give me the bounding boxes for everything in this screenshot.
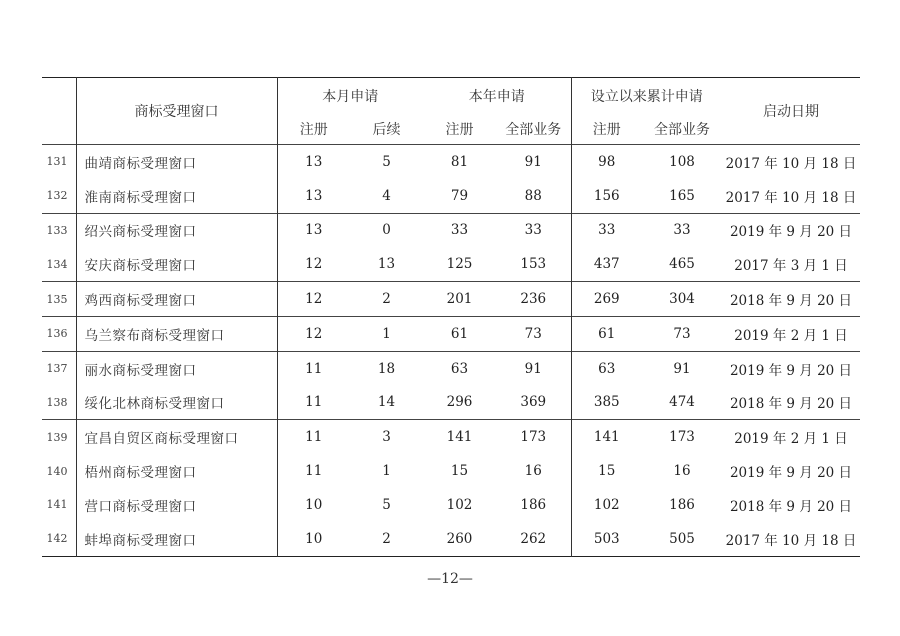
month-register-count: 12	[277, 316, 350, 351]
cum-all-count: 186	[669, 496, 695, 513]
window-name: 绥化北林商标受理窗口	[76, 386, 277, 420]
header-cum-register: 注册	[571, 114, 642, 145]
header-year-group: 本年申请	[468, 89, 525, 105]
window-name: 营口商标受理窗口	[76, 488, 277, 522]
cum-all-count: 73	[642, 316, 722, 351]
start-date: 2019 年 9 月 20 日	[729, 465, 853, 482]
header-year-all: 全部业务	[505, 122, 562, 138]
row-number: 135	[42, 282, 76, 317]
year-all-count: 236	[496, 282, 571, 317]
cum-all-count: 108	[642, 145, 722, 179]
header-month-group: 本月申请	[277, 78, 423, 115]
year-all-count: 91	[496, 351, 571, 385]
cum-register-count: 385	[571, 386, 642, 420]
cum-register-count: 102	[571, 488, 642, 522]
window-name: 鸡西商标受理窗口	[76, 282, 277, 317]
table-row	[42, 488, 860, 522]
month-register-count: 12	[277, 282, 350, 317]
table-row	[42, 522, 860, 556]
window-name: 绍兴商标受理窗口	[76, 213, 277, 247]
window-name: 安庆商标受理窗口	[76, 247, 277, 281]
cum-register-count: 141	[571, 420, 642, 454]
year-register-count: 61	[423, 316, 496, 351]
year-register-count: 296	[446, 394, 473, 411]
year-all-count: 262	[520, 530, 547, 547]
year-all-count: 173	[496, 420, 571, 454]
year-register-count: 33	[423, 213, 496, 247]
month-later-count: 13	[377, 256, 396, 273]
month-register-count: 13	[277, 179, 350, 213]
month-register-count: 10	[277, 522, 350, 556]
table-row	[42, 282, 860, 317]
cum-all-count: 165	[669, 187, 695, 204]
window-name: 乌兰察布商标受理窗口	[76, 316, 277, 351]
header-year-register: 注册	[445, 122, 474, 138]
table-row	[42, 386, 860, 420]
year-register-count: 15	[450, 463, 469, 480]
year-all-count: 369	[520, 394, 547, 411]
year-register-count: 63	[423, 351, 496, 385]
window-name: 淮南商标受理窗口	[76, 179, 277, 213]
year-register-count: 201	[423, 282, 496, 317]
start-date: 2018 年 9 月 20 日	[722, 282, 860, 317]
year-all-count: 73	[496, 316, 571, 351]
month-later-count: 2	[350, 282, 423, 317]
year-all-count: 186	[520, 496, 547, 513]
year-all-count: 153	[520, 256, 547, 273]
row-number: 132	[46, 189, 68, 203]
year-register-count: 79	[450, 187, 469, 204]
year-register-count: 81	[423, 145, 496, 179]
start-date: 2017 年 10 月 18 日	[722, 145, 860, 179]
cum-register-count: 503	[571, 522, 642, 556]
row-number: 140	[46, 464, 68, 478]
window-name: 丽水商标受理窗口	[76, 351, 277, 385]
cum-all-count: 16	[673, 463, 691, 480]
header-index-blank	[42, 78, 76, 145]
cum-register-count: 98	[571, 145, 642, 179]
cum-register-count: 15	[571, 454, 642, 488]
month-register-count: 11	[277, 454, 350, 488]
table-row	[42, 145, 860, 179]
month-later-count: 18	[350, 351, 423, 385]
month-later-count: 5	[382, 496, 391, 513]
cum-all-count: 173	[642, 420, 722, 454]
month-later-count: 3	[350, 420, 423, 454]
window-name: 梧州商标受理窗口	[76, 454, 277, 488]
cum-all-count: 474	[669, 394, 695, 411]
header-month-register: 注册	[277, 114, 350, 145]
row-number: 133	[42, 213, 76, 247]
year-all-count: 91	[496, 145, 571, 179]
month-later-count: 5	[350, 145, 423, 179]
start-date: 2019 年 9 月 20 日	[722, 351, 860, 385]
cum-all-count: 91	[642, 351, 722, 385]
table-row	[42, 420, 860, 454]
month-later-count: 1	[350, 316, 423, 351]
year-register-count: 102	[446, 496, 473, 513]
table-row	[42, 179, 860, 213]
row-number: 139	[42, 420, 76, 454]
header-row-1	[42, 78, 860, 115]
start-date: 2017 年 3 月 1 日	[734, 258, 848, 275]
row-number: 141	[46, 498, 68, 512]
year-register-count: 141	[423, 420, 496, 454]
month-later-count: 2	[382, 530, 391, 547]
row-number: 134	[46, 257, 68, 271]
row-number: 136	[42, 316, 76, 351]
window-name: 曲靖商标受理窗口	[76, 145, 277, 179]
start-date: 2018 年 9 月 20 日	[729, 396, 853, 413]
trademark-window-table	[42, 77, 860, 557]
year-all-count: 16	[524, 463, 542, 480]
month-register-count: 13	[277, 213, 350, 247]
start-date: 2019 年 2 月 1 日	[722, 316, 860, 351]
start-date: 2019 年 9 月 20 日	[722, 213, 860, 247]
header-window: 商标受理窗口	[76, 78, 277, 145]
cum-all-count: 465	[669, 256, 695, 273]
cum-register-count: 269	[571, 282, 642, 317]
year-all-count: 33	[496, 213, 571, 247]
cum-register-count: 33	[571, 213, 642, 247]
start-date: 2019 年 2 月 1 日	[722, 420, 860, 454]
page-number: —12—	[427, 571, 473, 587]
statistics-table-frame	[42, 77, 860, 549]
month-register-count: 11	[277, 386, 350, 420]
year-register-count: 260	[446, 530, 473, 547]
month-later-count: 14	[377, 394, 396, 411]
cum-all-count: 33	[642, 213, 722, 247]
window-name: 宜昌自贸区商标受理窗口	[76, 420, 277, 454]
header-cumulative-group: 设立以来累计申请	[571, 78, 722, 115]
cum-all-count: 505	[669, 530, 695, 547]
month-later-count: 0	[350, 213, 423, 247]
month-register-count: 11	[277, 351, 350, 385]
table-row	[42, 454, 860, 488]
cum-register-count: 156	[571, 179, 642, 213]
table-row	[42, 247, 860, 281]
row-number: 137	[42, 351, 76, 385]
header-month-later: 后续	[372, 122, 401, 138]
year-all-count: 88	[524, 187, 542, 204]
cum-all-count: 304	[642, 282, 722, 317]
table-row	[42, 213, 860, 247]
start-date: 2017 年 10 月 18 日	[725, 532, 857, 549]
start-date: 2018 年 9 月 20 日	[729, 498, 853, 515]
row-number: 142	[46, 532, 68, 546]
row-number: 131	[42, 145, 76, 179]
cum-register-count: 61	[571, 316, 642, 351]
year-register-count: 125	[446, 256, 473, 273]
month-register-count: 12	[277, 247, 350, 281]
table-row	[42, 351, 860, 385]
month-register-count: 11	[277, 420, 350, 454]
window-name: 蚌埠商标受理窗口	[76, 522, 277, 556]
month-register-count: 10	[277, 488, 350, 522]
cum-register-count: 437	[571, 247, 642, 281]
header-cum-all: 全部业务	[654, 122, 710, 138]
start-date: 2017 年 10 月 18 日	[725, 189, 857, 206]
row-number: 138	[46, 395, 68, 409]
month-later-count: 4	[382, 187, 391, 204]
month-later-count: 1	[382, 463, 391, 480]
table-row	[42, 316, 860, 351]
header-start-date: 启动日期	[763, 104, 819, 120]
month-register-count: 13	[277, 145, 350, 179]
cum-register-count: 63	[571, 351, 642, 385]
